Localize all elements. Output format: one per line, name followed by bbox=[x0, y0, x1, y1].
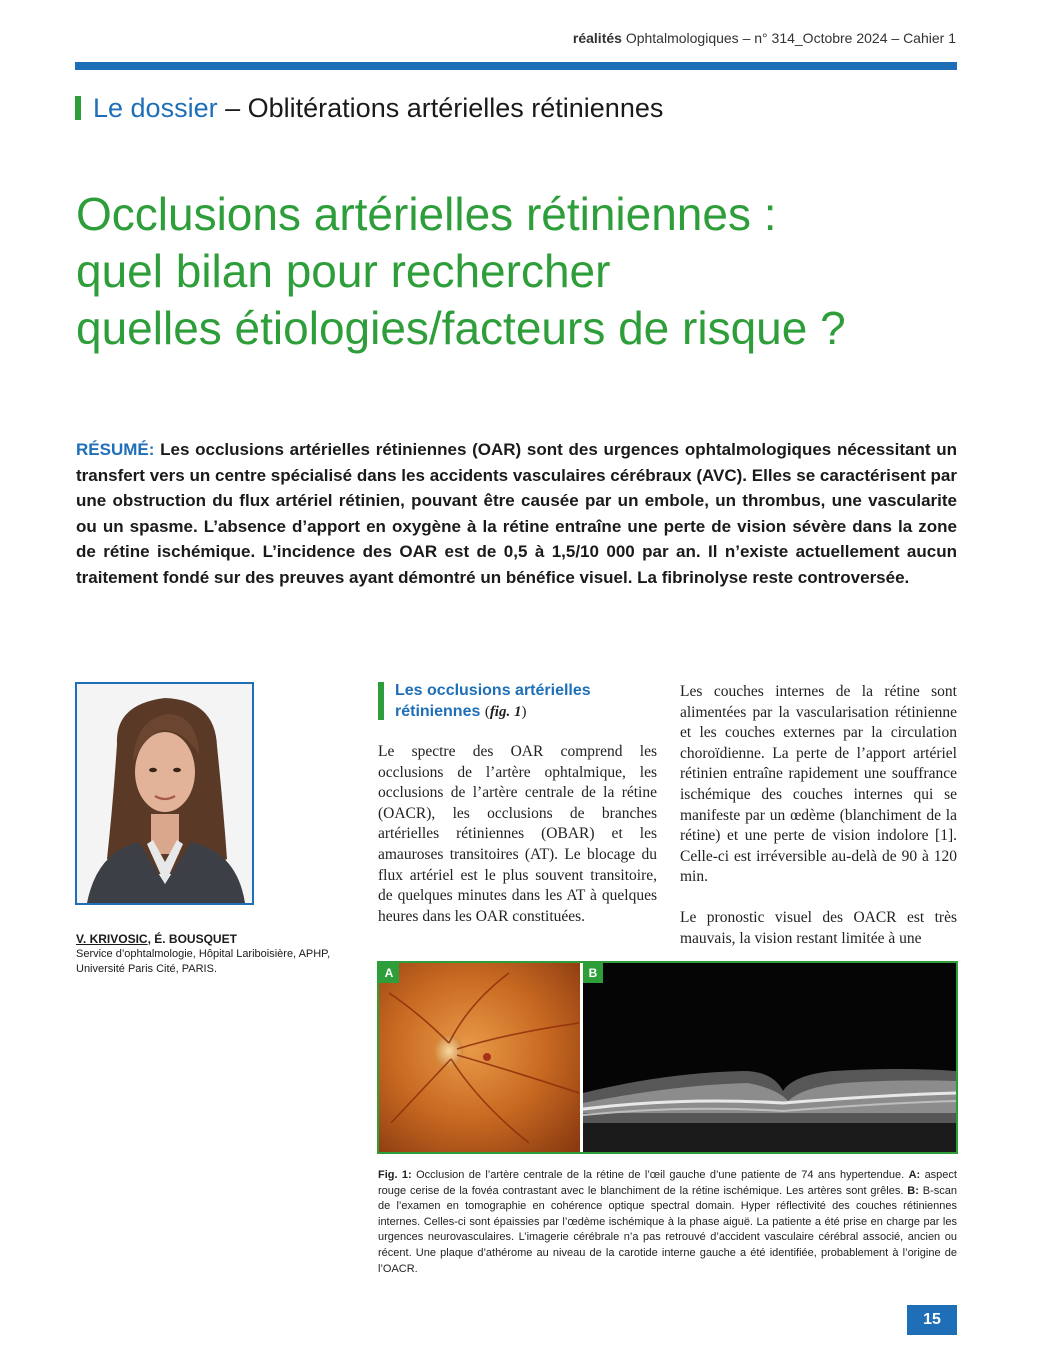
section-figure-reference bbox=[485, 704, 527, 720]
fundus-photo-image bbox=[379, 963, 580, 1152]
journal-issue: – n° 314_Octobre 2024 – Cahier 1 bbox=[742, 30, 956, 46]
dossier-line bbox=[75, 90, 663, 126]
caption-b: B-scan de l’examen en tomographie en cohérence optique spectral domain. Hyper réflectivité des couches rétiniennes internes. Celles-ci sont épaissies par l’œdème ischémique à la phase aiguë. La patiente a été prise en charge par les urgences neurovasculaires. L’imagerie cérébrale n’a pas retrouvé d’accident vasculaire cérébral associé, ancien ou récent. Une plaque d’athérome au niveau de la carotide interne gauche a été identifiée, probablement à l’origine de l’OACR. bbox=[378, 1184, 957, 1275]
section-title-text: Les occlusions artérielles rétiniennes bbox=[395, 682, 591, 720]
caption-b-label: B: bbox=[907, 1184, 919, 1197]
caption-intro: Occlusion de l’artère centrale de la rétine de l’œil gauche d’une patiente de 74 ans hypertendue. bbox=[416, 1169, 905, 1181]
author-portrait-image bbox=[77, 684, 252, 903]
body-paragraph: Le pronostic visuel des OACR est très mauvais, la vision restant limitée à une bbox=[680, 908, 957, 947]
body-column-middle bbox=[378, 742, 657, 927]
figref-text: fig. 1 bbox=[489, 704, 522, 720]
journal-publication: Ophtalmologiques bbox=[625, 30, 739, 46]
figref-paren: ( bbox=[484, 704, 490, 720]
panel-label: A bbox=[379, 963, 399, 983]
abstract bbox=[76, 437, 957, 590]
abstract-text: Les occlusions artérielles rétiniennes (OAR) sont des urgences ophtalmologiques nécessitant un transfert vers un centre spécialisé dans les accidents vasculaires cérébraux (AVC). Elles se caractérisent par une obstruction du flux artériel rétinien, pouvant être causée par un embole, un thrombus, une vascularite ou un spasme. L’absence d’apport en oxygène à la rétine entraîne une perte de vision sévère dans la zone de rétine ischémique. L’incidence des OAR est de 0,5 à 1,5/10 000 par an. Il n’existe actuellement aucun traitement fondé sur des preuves ayant démontré un bénéfice visuel. La fibrinolyse reste controversée. bbox=[76, 440, 957, 587]
author-name: V. KRIVOSIC bbox=[76, 932, 148, 946]
figure-1 bbox=[377, 961, 958, 1154]
section-title bbox=[395, 680, 657, 723]
author-block bbox=[76, 932, 356, 977]
body-paragraph: Les couches internes de la rétine sont alimentées par la vascularisation rétinienne et les couches externes par la circulation choroïdienne. La perte de l’apport artériel rétinien entraîne rapidement une souffrance ischémique des couches internes qui se manifeste par un œdème (blanchiment de la rétine) et une perte de vision indolore [1]. Celle-ci est irréversible au-delà de 90 à 120 min. bbox=[680, 683, 957, 886]
abstract-label: RÉSUMÉ: bbox=[76, 440, 155, 459]
body-paragraph: Le spectre des OAR comprend les occlusions de l’artère ophtalmique, les occlusions de l’artère centrale de la rétine (OACR), les occlusions de branches artérielles rétiniennes (OBAR) et les amauroses transitoires (AT). Le blocage du flux artériel est le plus souvent transitoire, de quelques minutes dans les AT à quelques heures dans les OAR constituées. bbox=[378, 743, 657, 925]
article-title-line: quel bilan pour rechercher bbox=[76, 245, 611, 297]
dossier-bar bbox=[75, 96, 81, 120]
oct-bscan-image bbox=[583, 963, 956, 1152]
journal-header bbox=[573, 30, 956, 46]
article-title-line: Occlusions artérielles rétiniennes : bbox=[76, 188, 777, 240]
page-number: 15 bbox=[907, 1305, 957, 1335]
author-photo bbox=[75, 682, 254, 905]
caption-a-label: A: bbox=[908, 1169, 921, 1181]
figref-paren: ) bbox=[521, 704, 527, 720]
dossier-topic: Oblitérations artérielles rétiniennes bbox=[247, 93, 664, 123]
author-name: É. BOUSQUET bbox=[154, 932, 237, 946]
section-heading bbox=[378, 680, 657, 723]
author-affiliation: Université Paris Cité, PARIS. bbox=[76, 963, 218, 975]
caption-a: aspect rouge cerise de la fovéa contrastant avec le blanchiment de la rétine ischémique. Les artères sont grêles. bbox=[378, 1169, 957, 1197]
author-names bbox=[76, 932, 356, 947]
journal-brand: réalités bbox=[572, 30, 622, 46]
figure-panel-a bbox=[379, 963, 580, 1152]
figure-caption bbox=[378, 1168, 957, 1277]
body-column-right bbox=[680, 682, 957, 949]
dossier-label: Le dossier bbox=[93, 93, 218, 123]
section-bar bbox=[378, 682, 384, 720]
article-title-line: quelles étiologies/facteurs de risque ? bbox=[76, 302, 846, 354]
author-affiliation: Service d’ophtalmologie, Hôpital Lariboisière, APHP, bbox=[76, 948, 331, 960]
dossier-separator: – bbox=[225, 93, 241, 123]
panel-label: B bbox=[583, 963, 603, 983]
author-separator: , bbox=[147, 932, 155, 946]
caption-label: Fig. 1: bbox=[378, 1169, 412, 1181]
figure-panel-b bbox=[583, 963, 956, 1152]
article-title bbox=[76, 186, 976, 357]
header-rule bbox=[75, 62, 957, 70]
